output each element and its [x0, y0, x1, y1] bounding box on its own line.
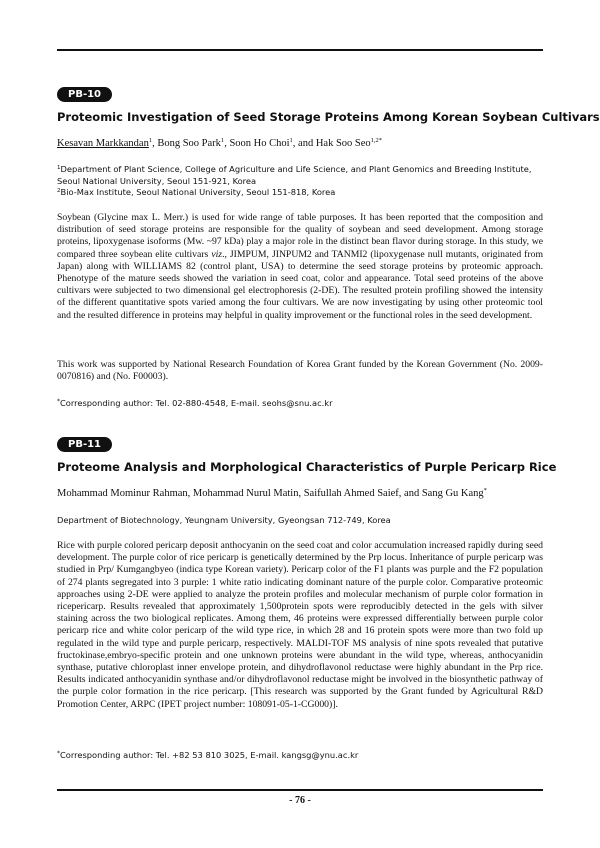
paragraph-text: Soybean (Glycine max L. Merr.) is used for wide range of table purposes. It has been reported that the composition and distribution of seed storage proteins are responsible for the quality of soybean and seed development. Among storage proteins, lipoxygenase isoforms (Mw. ~97 kDa) play a major role in the distinct bean flavor during storage. In this study, we compared three soybean elite cultivars [57, 212, 543, 260]
affiliation-text: Bio-Max Institute, Seoul National University, Seoul 151-818, Korea [60, 187, 336, 197]
abstract-body [57, 540, 543, 711]
abstract-title: Proteomic Investigation of Seed Storage Proteins Among Korean Soybean Cultivars [57, 110, 600, 124]
author-affil-sup: 1,2* [370, 137, 383, 144]
abstract-paragraph: Rice with purple colored pericarp deposit anthocyanin on the seed coat and color accumulation increased rapidly during seed development. The purple color of rice pericarp is genetically determined by the Prp locus. Inheritance of purple pericarp was studied in Prp/ Kumgangbyeo (indica type Korean variety). Pericarp color of the F1 plants was purple and the F2 population of 274 plants segregated into 3 purple: 1 white ratio indicating dominant nature of the purple color. Comparative proteomic approaches using 2-DE were applied to analyze the protein profiles and molecular mechanism of purple color formation in ricepericarp. Results revealed that approximately 1,500protein spots were reproducibly detected in the gels with silver staining across the two biological replicates. Among them, 46 proteins were expressed differentially between purple color pericarp rice and white color pericarp of the wild type rice, in which 28 and 16 protein spots were more than two fold up regulated in the wild type and purple pericarp, respectively. MALDI-TOF MS analysis of nine spots revealed that putative fructokinase,embryo-specific protein and one unknown proteins were abundant in the wild type, whereas, anthocyanidin synthase, putative chloroplast inner envelope protein, and dihydroflavonol reductase were highly abundant in the Prp rice. Results indicated anthocyanidin synthase and/or dihydroflavonol reductase might be involved in the biosynthetic pathway of the purple color formation in the rice pericarp. [This research was supported by the Grant funded by Agricultural R&D Promotion Center, ARPC (IPET project number: 108091-05-1-CG000)]. [57, 540, 543, 710]
author-affil-sup: * [483, 487, 487, 494]
abstract-title: Proteome Analysis and Morphological Characteristics of Purple Pericarp Rice [57, 460, 557, 474]
author-separator: , and [292, 138, 316, 149]
asterisk: * [57, 398, 60, 405]
abstract-id-badge: PB-10 [57, 87, 112, 102]
affiliation-line [57, 164, 547, 176]
asterisk: * [57, 750, 60, 757]
abstract-acknowledgment [57, 359, 543, 383]
affiliation-sup: 1 [57, 165, 61, 171]
author-affil-sup: 1 [148, 137, 153, 144]
author-list [57, 138, 543, 149]
corresponding-text: Corresponding author: Tel. +82 53 810 3025, E-mail. kangsg@ynu.ac.kr [60, 750, 359, 760]
author-separator: , [152, 138, 158, 149]
affiliation-sup: 2 [57, 188, 61, 194]
authors-text: Mohammad Mominur Rahman, Mohammad Nurul Matin, Saifullah Ahmed Saief, and Sang Gu Kang [57, 488, 484, 499]
author-list [57, 488, 543, 499]
affiliation-block [57, 515, 547, 527]
top-rule [57, 49, 543, 51]
author-affil-sup: 1 [289, 137, 293, 144]
abstract-paragraph [57, 212, 543, 322]
author-separator: , [224, 138, 230, 149]
author-name: Hak Soo Seo [315, 138, 371, 149]
corresponding-author [57, 398, 543, 408]
author-affil-sup: 1 [220, 137, 225, 144]
affiliation-line [57, 187, 547, 199]
corresponding-author [57, 750, 543, 760]
author-name: Soon Ho Choi [229, 138, 290, 149]
acknowledgment-text: This work was supported by National Research Foundation of Korea Grant funded by the Korean Government (No. 2009-0070816) and (No. F00003). [57, 359, 543, 383]
abstract-id-badge: PB-11 [57, 437, 112, 452]
page-number: - 76 - [289, 795, 311, 806]
affiliation-block [57, 164, 547, 199]
abstract-body [57, 212, 543, 322]
bottom-rule [57, 789, 543, 791]
paragraph-italic: viz [211, 248, 223, 260]
affiliation-line [57, 176, 547, 188]
author-name: Bong Soo Park [157, 138, 221, 149]
paragraph-text: ., JIMPUM, JINPUM2 and TANMI2 (lipoxygenase null mutants, originated from Japan) along with WILLIAMS 82 (control plant, USA) to determine the seed storage proteins by proteomic approach. Phenotype of the mature seeds showed the variation in seed coat, color and appearance. Total seed proteins of the above cultivars were subjected to two dimensional gel electrophoresis (2-DE). The resulted protein profiling showed the intensity of the different quantitative spots varied among the four cultivars. We are now investigating by using other proteomic tool and the resulted difference in proteins may helpful in quality improvement or the functional roles in the seed development. [57, 248, 543, 321]
author-name: Kesavan Markkandan [57, 138, 149, 149]
corresponding-text: Corresponding author: Tel. 02-880-4548, E-mail. seohs@snu.ac.kr [60, 398, 333, 408]
affiliation-text: Department of Biotechnology, Yeungnam University, Gyeongsan 712-749, Korea [57, 515, 391, 525]
affiliation-text: Seoul National University, Seoul 151-921, Korea [57, 175, 257, 186]
affiliation-text: Department of Plant Science, College of Agriculture and Life Science, and Plant Genomics and Breeding Institute, [60, 164, 532, 174]
